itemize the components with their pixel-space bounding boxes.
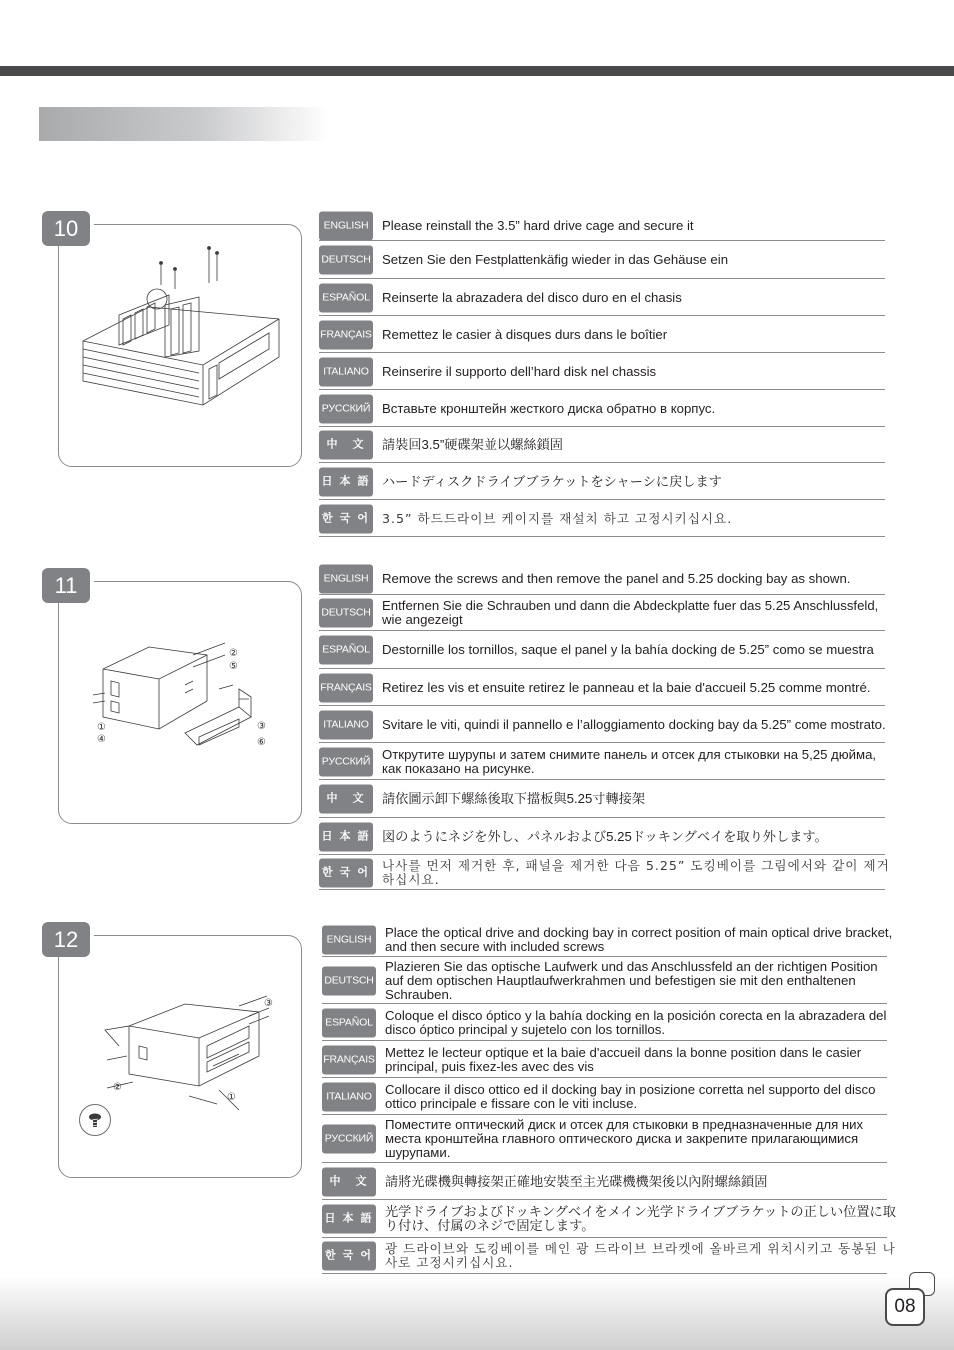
callout-1: ① xyxy=(227,1092,236,1103)
step-10-row-deutsch xyxy=(319,241,885,279)
step-12-row-francais xyxy=(322,1041,887,1078)
instruction-text: Coloque el disco óptico y la bahía docking en la posición corecta en la abrazadera del disco óptico principal y sujetelo con los tornillos. xyxy=(385,1007,887,1037)
instruction-text: 光学ドライブおよびドッキングベイをメイン光学ドライブブラケットの正しい位置に取り付け、付属のネジで固定します。 xyxy=(385,1204,896,1233)
step-10-row-english xyxy=(319,210,885,241)
top-bar xyxy=(0,66,954,76)
language-badge: ITALIANO xyxy=(319,710,373,739)
screw-icon-badge xyxy=(79,1104,111,1136)
language-badge: FRANÇAIS xyxy=(322,1045,376,1074)
instruction-text: Collocare il disco ottico ed il docking bay in posizione corretta nel supporto del disco ottico principale e fissare con le viti incluse. xyxy=(385,1081,876,1111)
callout-1: ① xyxy=(97,722,106,733)
step-11-row-english xyxy=(319,562,885,595)
callout-2: ② xyxy=(113,1082,122,1093)
title-band xyxy=(39,107,329,141)
instruction-text: Reinserire il supporto dell’hard disk nel chassis xyxy=(382,363,657,379)
instruction-text: Destornille los tornillos, saque el panel y la bahía docking de 5.25” como se muestra xyxy=(382,642,874,657)
step-10-row-chinese xyxy=(319,427,885,463)
callout-2: ② xyxy=(229,648,238,659)
callout-5: ⑤ xyxy=(229,661,238,672)
step-10-row-espanol xyxy=(319,279,885,316)
step-10-row-korean xyxy=(319,500,885,537)
step-12-row-english xyxy=(322,922,893,957)
language-badge: ENGLISH xyxy=(319,564,373,593)
step-11-number: 11 xyxy=(42,568,90,603)
step-10-row-russian xyxy=(319,390,885,427)
instruction-text: Retirez les vis et ensuite retirez le panneau et la baie d'accueil 5.25 comme montré. xyxy=(382,679,871,695)
language-badge: ENGLISH xyxy=(322,925,376,954)
step-12-row-deutsch xyxy=(322,957,887,1004)
step-12-row-japanese xyxy=(322,1200,896,1238)
step-11-row-italiano xyxy=(319,706,885,743)
screw-icon xyxy=(80,1105,110,1135)
language-badge: FRANÇAIS xyxy=(319,320,373,349)
language-badge: ESPAÑOL xyxy=(319,636,373,665)
language-badge: 中 文 xyxy=(322,1167,376,1196)
instruction-text: Поместите оптический диск и отсек для стыковки в предназначенные для них места кронштейна главного оптического диска и закрепите прилагающимися шурупами. xyxy=(385,1117,864,1160)
callout-4: ④ xyxy=(97,734,106,745)
step-11-row-francais xyxy=(319,669,885,706)
instruction-text: Svitare le viti, quindi il pannello e l’alloggiamento docking bay da 5.25” come mostrato. xyxy=(382,716,886,732)
optical-drive-illustration xyxy=(89,986,279,1116)
instruction-text: Plazieren Sie das optische Laufwerk und das Anschlussfeld an der richtigen Position auf dem optischen Hauptlaufwerkrahmen und befestigen sie mit den enthaltenen Schrauben. xyxy=(385,958,878,1002)
chassis-cage-illustration xyxy=(79,245,284,450)
instruction-text: 請依圖示卸下螺絲後取下擋板與5.25寸轉接架 xyxy=(382,791,646,806)
instruction-text: Place the optical drive and docking bay in correct position of main optical drive bracket, and then secure with included screws xyxy=(385,924,893,954)
step-10-illustration-frame xyxy=(58,224,302,467)
language-badge: 中 文 xyxy=(319,785,373,814)
instruction-text: Вставьте кронштейн жесткого диска обратно в корпус. xyxy=(382,400,716,416)
step-10-number: 10 xyxy=(42,211,90,246)
step-11-row-japanese xyxy=(319,818,885,855)
callout-3: ③ xyxy=(264,998,273,1009)
instruction-text: 請將光碟機與轉接架正確地安裝至主光碟機機架後以內附螺絲鎖固 xyxy=(385,1173,768,1189)
language-badge: 中 文 xyxy=(319,431,373,460)
step-11-row-espanol xyxy=(319,631,885,669)
instruction-text: ハードディスクドライブブラケットをシャーシに戻します xyxy=(382,473,722,489)
language-badge: РУССКИЙ xyxy=(322,1125,376,1154)
instruction-text: Setzen Sie den Festplattenkäfig wieder in das Gehäuse ein xyxy=(382,252,729,267)
language-badge: ESPAÑOL xyxy=(322,1008,376,1037)
language-badge: ESPAÑOL xyxy=(319,283,373,312)
language-badge: 한 국 어 xyxy=(322,1242,376,1271)
language-badge: 日 本 語 xyxy=(319,467,373,496)
instruction-text: 3.5” 하드드라이브 케이지를 재설치 하고 고정시키십시요. xyxy=(382,510,733,526)
instruction-text: Remove the screws and then remove the panel and 5.25 docking bay as shown. xyxy=(382,570,851,586)
page-number: 08 xyxy=(885,1288,925,1326)
language-badge: FRANÇAIS xyxy=(319,673,373,702)
step-10-row-italiano xyxy=(319,353,885,390)
step-12-row-espanol xyxy=(322,1004,887,1041)
language-badge: DEUTSCH xyxy=(322,966,376,995)
step-10-row-francais xyxy=(319,316,885,353)
step-12-row-chinese xyxy=(322,1163,887,1200)
step-12-row-russian xyxy=(322,1115,887,1163)
instruction-text: Reinserte la abrazadera del disco duro en el chasis xyxy=(382,289,682,305)
language-badge: ENGLISH xyxy=(319,211,373,240)
instruction-text: Открутите шурупы и затем снимите панель и отсек для стыковки на 5,25 дюйма, как показано на рисунке. xyxy=(382,746,877,776)
instruction-text: Entfernen Sie die Schrauben und dann die Abdeckplatte fuer das 5.25 Anschlussfeld, wie angezeigt xyxy=(382,598,879,627)
step-11-row-korean xyxy=(319,855,890,890)
step-12-row-italiano xyxy=(322,1078,887,1115)
step-12-row-korean xyxy=(322,1238,896,1274)
instruction-text: 나사를 먼저 제거한 후, 패널을 제거한 다음 5.25” 도킹베이를 그림에서와 같이 제거하십시요. xyxy=(382,857,890,887)
callout-3: ③ xyxy=(257,721,266,732)
step-11-row-chinese xyxy=(319,780,885,818)
step-11-row-russian xyxy=(319,743,885,780)
language-badge: ITALIANO xyxy=(322,1082,376,1111)
language-badge: 日 本 語 xyxy=(319,822,373,851)
instruction-text: 請裝回3.5”硬碟架並以螺絲鎖固 xyxy=(382,437,563,452)
language-badge: ITALIANO xyxy=(319,357,373,386)
callout-6: ⑥ xyxy=(257,737,266,748)
language-badge: DEUTSCH xyxy=(319,599,373,628)
instruction-text: Please reinstall the 3.5” hard drive cage and secure it xyxy=(382,217,694,233)
instruction-text: Mettez le lecteur optique et la baie d'accueil dans la bonne position dans le casier principal, puis fixez-les avec des vis xyxy=(385,1044,862,1074)
language-badge: 한 국 어 xyxy=(319,504,373,533)
docking-bay-illustration xyxy=(89,637,269,767)
step-12-illustration-frame xyxy=(58,935,302,1178)
instruction-text: Remettez le casier à disques durs dans le boîtier xyxy=(382,326,668,342)
language-badge: DEUTSCH xyxy=(319,246,373,275)
language-badge: РУССКИЙ xyxy=(319,394,373,423)
step-12-number: 12 xyxy=(42,922,90,957)
step-11-row-deutsch xyxy=(319,595,885,631)
step-11-illustration-frame xyxy=(58,581,302,824)
language-badge: 한 국 어 xyxy=(319,858,373,887)
instruction-text: 광 드라이브와 도킹베이를 메인 광 드라이브 브라켓에 올바르게 위치시키고 동봉된 나사로 고정시키십시요. xyxy=(385,1241,896,1270)
instruction-text: 図のようにネジを外し、パネルおよび5.25ドッキングベイを取り外します。 xyxy=(382,828,828,844)
language-badge: РУССКИЙ xyxy=(319,747,373,776)
bottom-band xyxy=(0,1276,954,1350)
step-10-row-japanese xyxy=(319,463,885,500)
language-badge: 日 本 語 xyxy=(322,1205,376,1234)
